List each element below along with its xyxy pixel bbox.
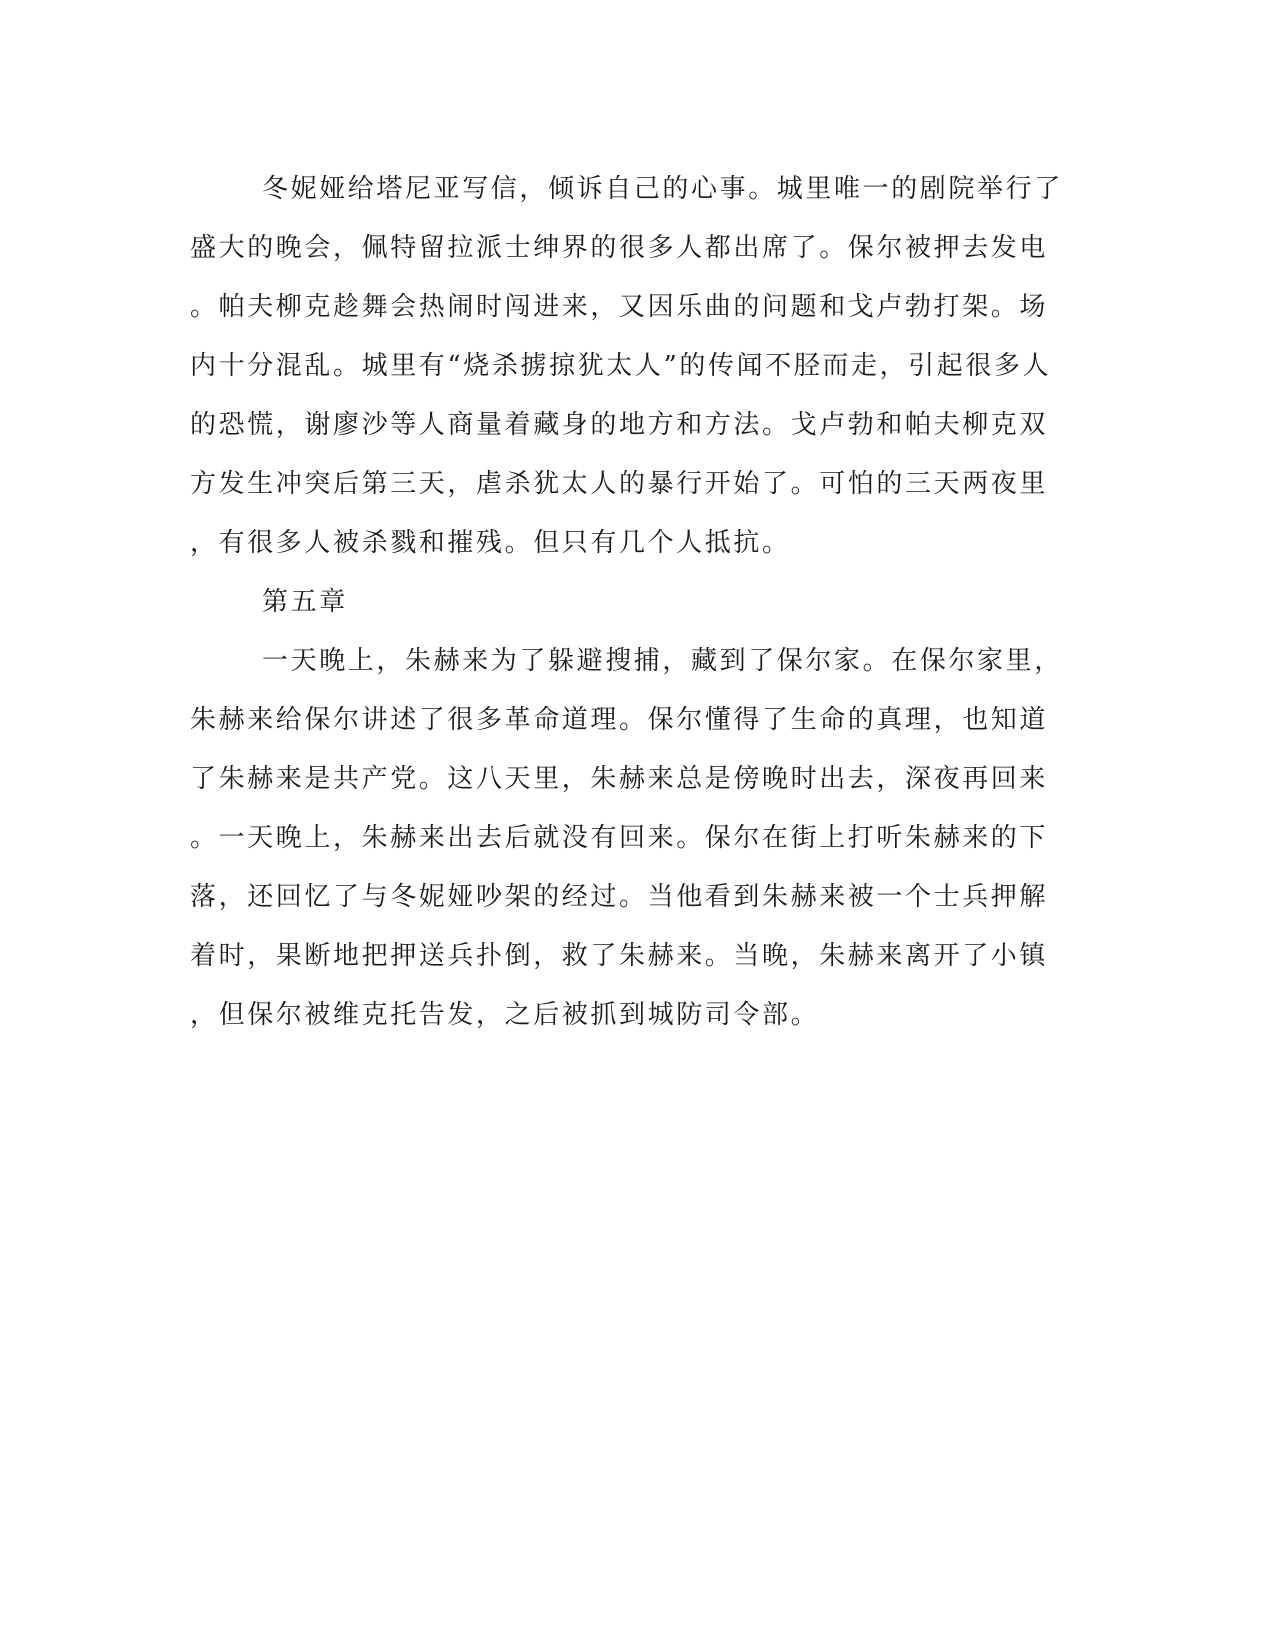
text-line: 方发生冲突后第三天，虐杀犹太人的暴行开始了。可怕的三天两夜里 [190,469,1049,499]
paragraph-2 [190,632,1070,1045]
text-line: 着时，果断地把押送兵扑倒，救了朱赫来。当晚，朱赫来离开了小镇 [190,941,1049,971]
text-line: 朱赫来给保尔讲述了很多革命道理。保尔懂得了生命的真理，也知道 [190,705,1049,735]
text-line: 盛大的晚会，佩特留拉派士绅界的很多人都出席了。保尔被押去发电 [190,233,1049,263]
text-line: 冬妮娅给塔尼亚写信，倾诉自己的心事。城里唯一的剧院举行了 [262,174,1063,204]
chapter-title: 第五章 [262,587,348,617]
text-line: ，但保尔被维克托告发，之后被抓到城防司令部。 [190,1000,820,1030]
text-line: 内十分混乱。城里有“烧杀掳掠犹太人”的传闻不胫而走，引起很多人 [190,351,1052,381]
text-line: 。一天晚上，朱赫来出去后就没有回来。保尔在街上打听朱赫来的下 [190,823,1049,853]
text-line: 的恐慌，谢廖沙等人商量着藏身的地方和方法。戈卢勃和帕夫柳克双 [190,410,1049,440]
text-line: ，有很多人被杀戮和摧残。但只有几个人抵抗。 [190,528,791,558]
chapter-heading [190,573,1070,632]
text-line: 一天晚上，朱赫来为了躲避搜捕，藏到了保尔家。在保尔家里， [262,646,1063,676]
text-line: 。帕夫柳克趁舞会热闹时闯进来，又因乐曲的问题和戈卢勃打架。场 [190,292,1049,322]
text-line: 落，还回忆了与冬妮娅吵架的经过。当他看到朱赫来被一个士兵押解 [190,882,1049,912]
body-text [190,160,1070,1045]
paragraph-1 [190,160,1070,573]
text-line: 了朱赫来是共产党。这八天里，朱赫来总是傍晚时出去，深夜再回来 [190,764,1049,794]
